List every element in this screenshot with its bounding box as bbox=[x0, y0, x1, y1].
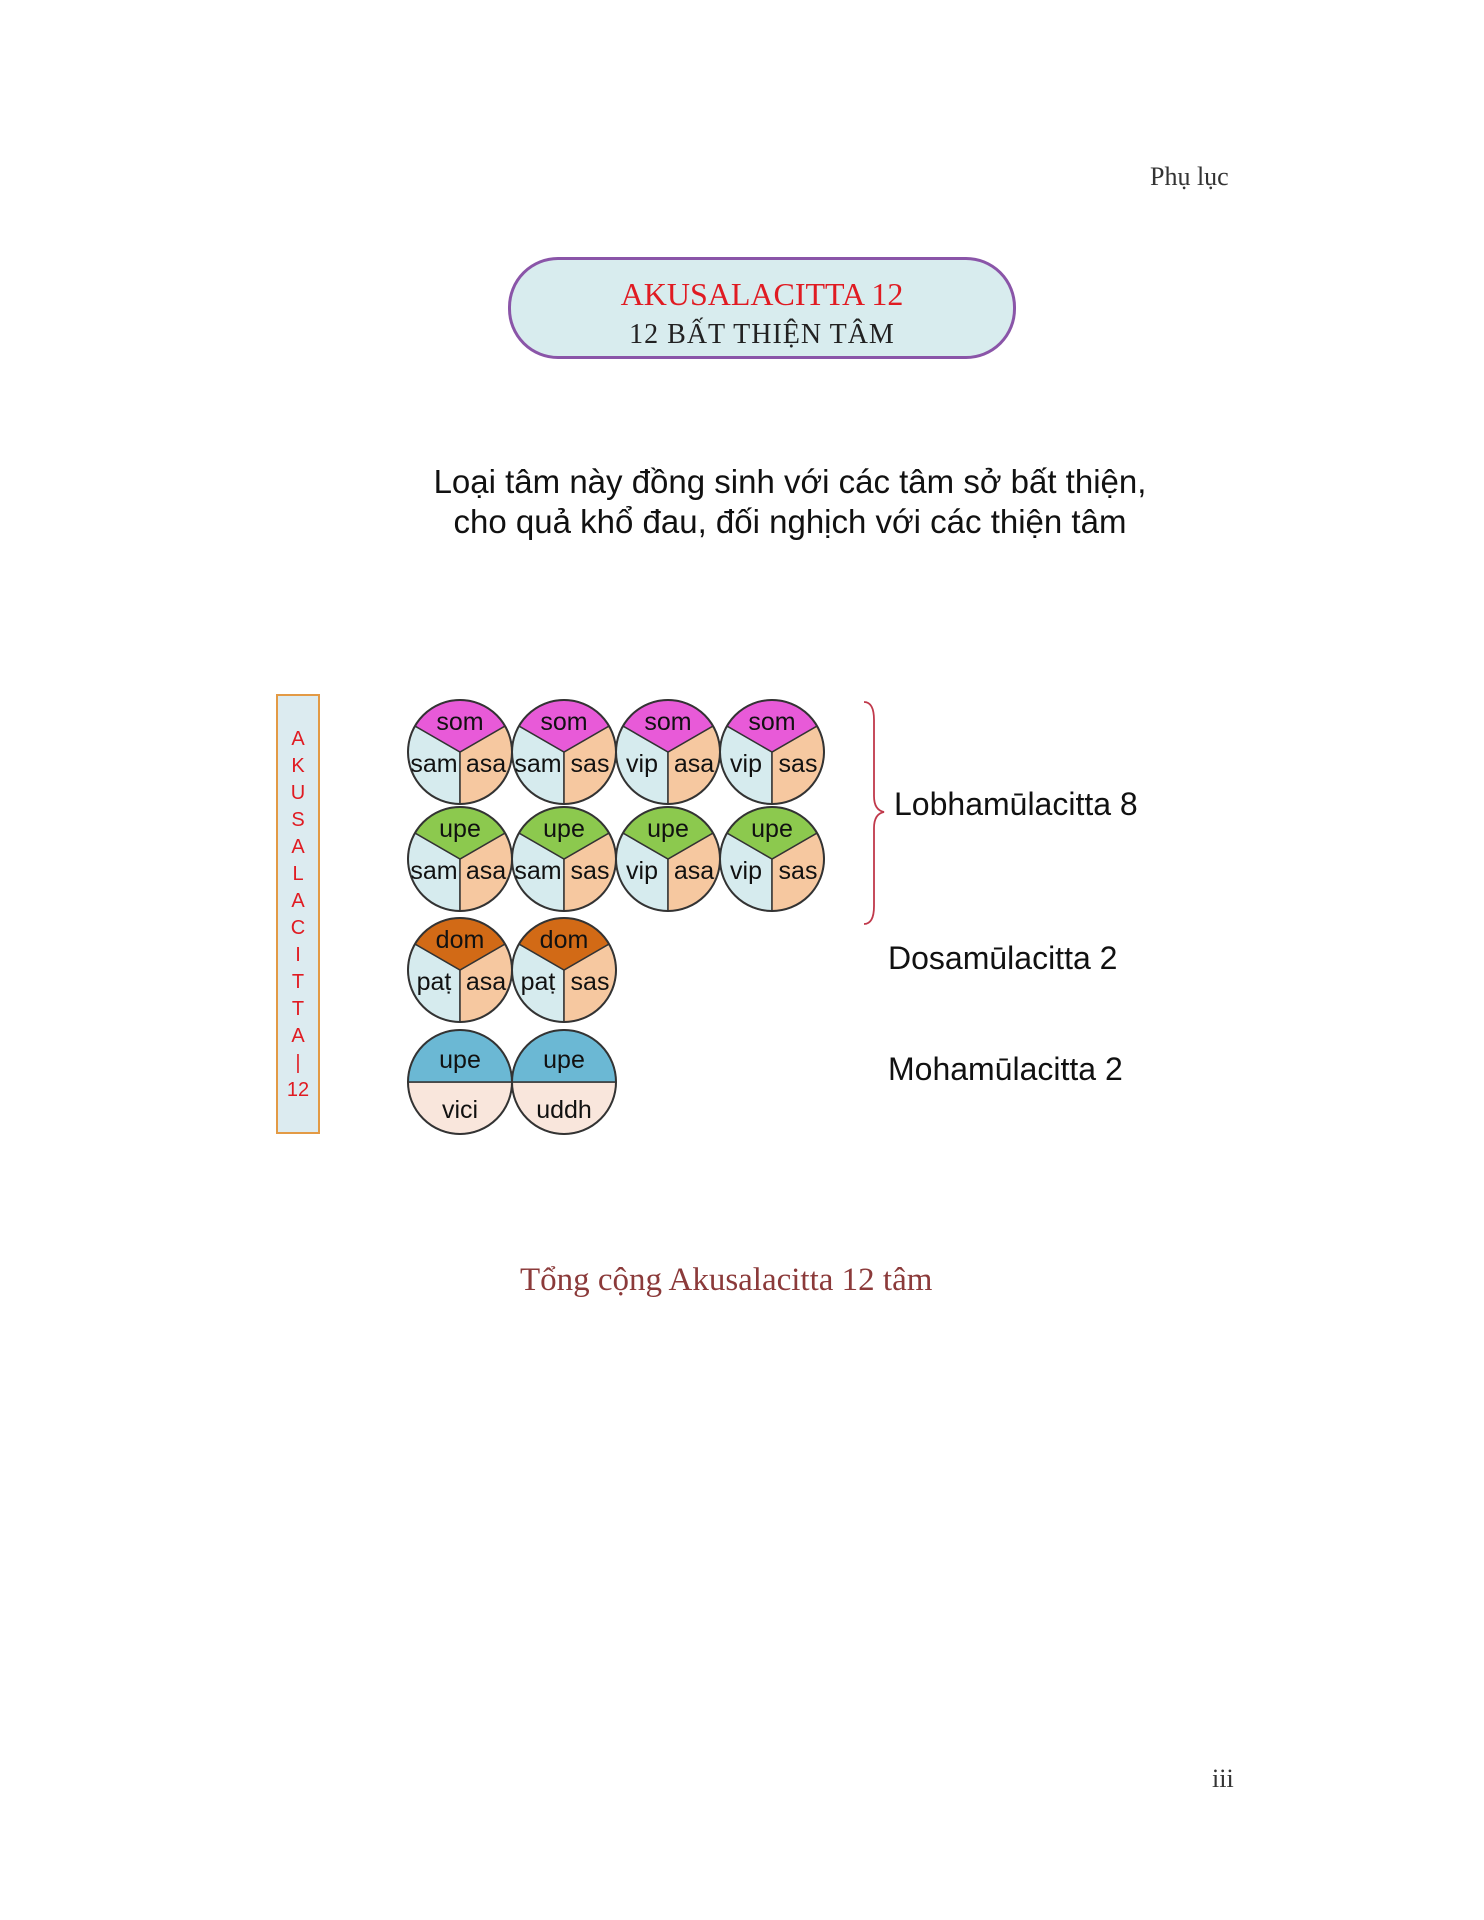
left-label: vip bbox=[730, 750, 762, 778]
intro-line-2: cho quả khổ đau, đối nghịch với các thiện tâm bbox=[453, 503, 1127, 540]
citta-circle bbox=[512, 918, 616, 1022]
left-label: vip bbox=[626, 750, 658, 778]
bottom-label: uddh bbox=[536, 1096, 592, 1124]
right-label: asa bbox=[465, 857, 507, 885]
sidebar-letter: I bbox=[295, 944, 301, 966]
sidebar-letter: K bbox=[291, 755, 305, 777]
left-label: sam bbox=[410, 857, 458, 885]
citta-circle bbox=[720, 700, 824, 804]
right-label: asa bbox=[465, 750, 507, 778]
citta-circle bbox=[408, 807, 512, 911]
sidebar-letter: A bbox=[291, 890, 305, 912]
left-label: sam bbox=[410, 750, 458, 778]
sidebar-letter: S bbox=[291, 809, 305, 831]
intro-text bbox=[360, 462, 1220, 542]
citta-circle bbox=[720, 807, 824, 911]
sidebar-letter: C bbox=[290, 917, 306, 939]
title-main: AKUSALACITTA 12 bbox=[620, 276, 904, 312]
citta-circle bbox=[616, 700, 720, 804]
sidebar-letter: L bbox=[292, 863, 304, 885]
sidebar-letter: U bbox=[290, 782, 306, 804]
top-label: upe bbox=[543, 1046, 585, 1074]
right-label: asa bbox=[673, 857, 715, 885]
top-label: upe bbox=[439, 815, 481, 843]
page-number: iii bbox=[1212, 1764, 1234, 1793]
top-label: upe bbox=[647, 815, 689, 843]
top-label: som bbox=[644, 708, 692, 736]
top-label: som bbox=[540, 708, 588, 736]
group-label-lobha: Lobhamūlacitta 8 bbox=[894, 786, 1138, 822]
right-label: sas bbox=[778, 857, 818, 885]
sidebar-letter: A bbox=[291, 1025, 305, 1047]
title-sub: 12 BẤT THIỆN TÂM bbox=[629, 319, 895, 350]
citta-circle bbox=[408, 918, 512, 1022]
citta-circle bbox=[408, 1030, 512, 1134]
right-label: sas bbox=[778, 750, 818, 778]
citta-circle bbox=[408, 700, 512, 804]
bottom-label: vici bbox=[441, 1096, 479, 1124]
vertical-sidebar bbox=[276, 694, 320, 1134]
top-label: som bbox=[436, 708, 484, 736]
left-label: vip bbox=[626, 857, 658, 885]
citta-circle bbox=[512, 700, 616, 804]
sidebar-letter: T bbox=[291, 971, 305, 993]
right-label: asa bbox=[465, 968, 507, 996]
citta-circle bbox=[512, 807, 616, 911]
group-label-moha: Mohamūlacitta 2 bbox=[888, 1051, 1123, 1087]
title-box bbox=[508, 257, 1016, 359]
citta-circle bbox=[512, 1030, 616, 1134]
total-caption: Tổng cộng Akusalacitta 12 tâm bbox=[520, 1262, 933, 1298]
lobha-brace bbox=[860, 700, 890, 930]
top-label: upe bbox=[751, 815, 793, 843]
section-header: Phụ lục bbox=[1150, 162, 1229, 191]
right-label: asa bbox=[673, 750, 715, 778]
sidebar-letter: | bbox=[295, 1052, 301, 1074]
top-label: dom bbox=[539, 926, 589, 954]
intro-line-1: Loại tâm này đồng sinh với các tâm sở bất thiện, bbox=[433, 463, 1147, 500]
top-label: upe bbox=[543, 815, 585, 843]
sidebar-letter: T bbox=[291, 998, 305, 1020]
sidebar-letters bbox=[278, 726, 318, 1104]
citta-circle bbox=[616, 807, 720, 911]
sidebar-letter: A bbox=[291, 728, 305, 750]
left-label: vip bbox=[730, 857, 762, 885]
citta-diagram bbox=[400, 690, 840, 1140]
brace-path bbox=[864, 702, 884, 924]
right-label: sas bbox=[570, 857, 610, 885]
sidebar-letter: A bbox=[291, 836, 305, 858]
top-label: upe bbox=[439, 1046, 481, 1074]
right-label: sas bbox=[570, 968, 610, 996]
right-label: sas bbox=[570, 750, 610, 778]
sidebar-letter: 12 bbox=[286, 1079, 310, 1101]
left-label: paṭ bbox=[416, 968, 452, 996]
left-label: paṭ bbox=[520, 968, 556, 996]
group-label-dosa: Dosamūlacitta 2 bbox=[888, 940, 1118, 976]
left-label: sam bbox=[514, 750, 562, 778]
top-label: dom bbox=[435, 926, 485, 954]
left-label: sam bbox=[514, 857, 562, 885]
top-label: som bbox=[748, 708, 796, 736]
